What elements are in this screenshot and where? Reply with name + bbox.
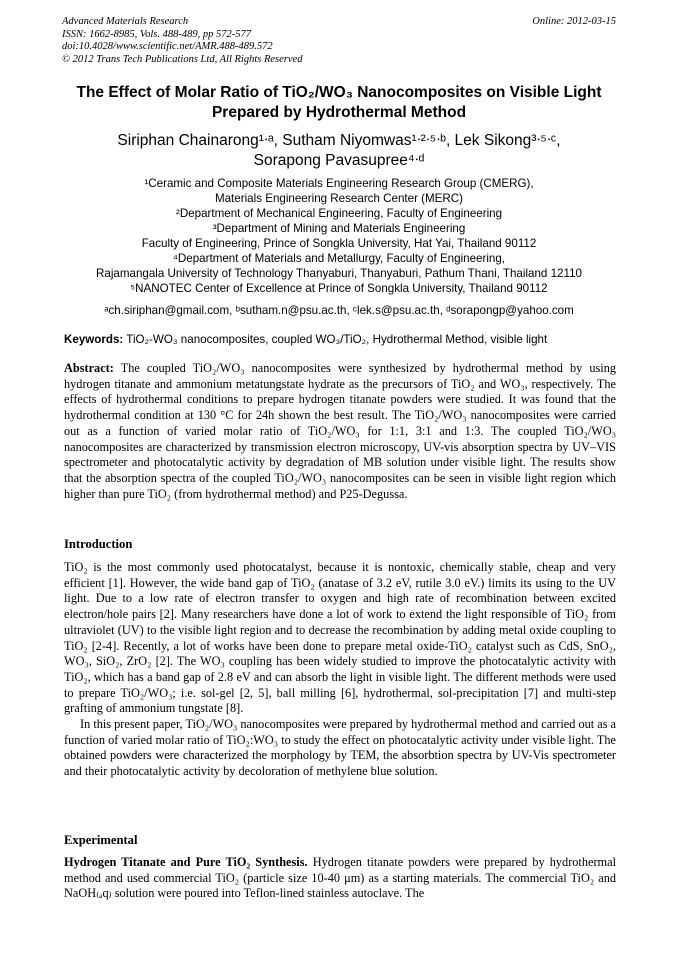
journal-header bbox=[62, 16, 616, 66]
introduction-body bbox=[64, 560, 616, 780]
keywords-text: TiO₂-WO₃ nanocomposites, coupled WO₃/TiO₂, Hydrothermal Method, visible light bbox=[123, 333, 548, 346]
title-line-1: The Effect of Molar Ratio of TiO₂/WO₃ Nanocomposites on Visible Light bbox=[76, 84, 602, 101]
issn-line: ISSN: 1662-8985, Vols. 488-489, pp 572-577 bbox=[62, 28, 251, 40]
keywords bbox=[64, 332, 616, 347]
authors-line-1: Siriphan Chainarong¹ᐧᵃ, Sutham Niyomwas¹ᐧ²ᐧ⁵ᐧᵇ, Lek Sikong³ᐧ⁵ᐧᶜ, bbox=[117, 132, 561, 149]
affiliation-line: Faculty of Engineering, Prince of Songkla University, Hat Yai, Thailand 90112 bbox=[141, 237, 537, 250]
abstract-label: Abstract: bbox=[64, 361, 114, 375]
online-date: Online: 2012-03-15 bbox=[532, 16, 616, 27]
affiliation-line: ³Department of Mining and Materials Engineering bbox=[212, 222, 466, 235]
affiliation-line: ⁵NANOTEC Center of Excellence at Prince of Songkla University, Thailand 90112 bbox=[130, 282, 548, 295]
abstract-text: The coupled TiO₂/WO₃ nanocomposites were synthesized by hydrothermal method by using hydrogen titanate and ammonium metatungstate hydrate as the precursors of TiO₂ and WO₃, respectively. The effects of hydrothermal conditions to prepare hydrogen titanate powders were studied. It was found that the hydrothermal condition at 130 °C for 24h shown the best result. The TiO₂/WO₃ nanocomposites were carried out as a function of varied molar ratio of TiO₂/WO₃ for 1:1, 3:1 and 1:3. The coupled TiO₂/WO₃ nanocomposites are characterized by transmission electron microscopy, UV-vis absorption spectra by UV–VIS spectrometer and photocatalytic activity by degradation of MB solution under visible light. The results show that the absorption spectra of the coupled TiO₂/WO₃ nanocomposites can be seen in visible light region which higher than pure TiO₂ (from hydrothermal method) and P25-Degussa. bbox=[64, 361, 616, 501]
experimental-subheading: Hydrogen Titanate and Pure TiO₂ Synthesis. bbox=[64, 855, 308, 869]
title-line-2: Prepared by Hydrothermal Method bbox=[211, 103, 467, 121]
affiliation-line: Materials Engineering Research Center (MERC) bbox=[214, 192, 464, 205]
affiliation-line: ²Department of Mechanical Engineering, Faculty of Engineering bbox=[175, 207, 503, 220]
author-list bbox=[50, 131, 628, 170]
affiliations bbox=[40, 176, 638, 296]
experimental-heading: Experimental bbox=[64, 833, 138, 847]
copyright-line: © 2012 Trans Tech Publications Ltd, All Rights Reserved bbox=[62, 53, 303, 65]
experimental-text: Hydrogen titanate powders were prepared by hydrothermal method and used commercial TiO₂ (particle size 10-40 μm) as a starting materials. The commercial TiO₂ and NaOH₍ₐq₎ solution were poured into Teflon-lined stainless autoclave. The bbox=[64, 855, 616, 901]
doi-line[interactable]: doi:10.4028/www.scientific.net/AMR.488-489.572 bbox=[62, 41, 273, 52]
experimental-body bbox=[64, 855, 616, 902]
authors-line-2: Sorapong Pavasupree⁴ᐧᵈ bbox=[253, 151, 425, 169]
affiliation-line: Rajamangala University of Technology Thanyaburi, Thanyaburi, Pathum Thani, Thailand 12110 bbox=[96, 267, 582, 280]
introduction-paragraph-1: TiO₂ is the most commonly used photocatalyst, because it is nontoxic, chemically stable, cheap and very efficient [1]. However, the wide band gap of TiO₂ (anatase of 3.2 eV, rutile 3.0 eV.) limits its using to the UV light. Due to a low rate of electron transfer to oxygen and high rate of recombination between excited electron/hole pairs [2]. Many researchers have done a lot of work to extend the light responsible of TiO₂ from ultraviolet (UV) to the visible light region and to decrease the recombination by adding metal oxide coupling to TiO₂ [2-4]. Recently, a lot of works have been done to prepare metal oxide-TiO₂ catalyst such as CdS, SnO₂, WO₃, SiO₂, ZrO₂ [2]. The WO₃ coupling has been widely studied to improve the photocatalytic activity with TiO₂, which has a band gap of 2.8 eV and can absorb the light in visible light. The different methods were used to prepare TiO₂/WO₃; i.e. sol-gel [2, 5], ball milling [6], hydrothermal, sol-precipitation [7] and multi-step grafting of ammonium tungstate [8]. bbox=[64, 560, 616, 716]
abstract bbox=[64, 361, 616, 502]
keywords-label: Keywords: bbox=[64, 333, 124, 346]
affiliation-line: ⁴Department of Materials and Metallurgy, Faculty of Engineering, bbox=[172, 252, 506, 265]
affiliation-line: ¹Ceramic and Composite Materials Engineering Research Group (CMERG), bbox=[144, 177, 534, 190]
journal-name: Advanced Materials Research bbox=[62, 16, 189, 27]
introduction-paragraph-2: In this present paper, TiO₂/WO₃ nanocomposites were prepared by hydrothermal method and carried out as a function of varied molar ratio of TiO₂:WO₃ to study the effect on photocatalytic activity under visible light. The obtained powders were characterized the morphology by TEM, the absorbtion spectra by UV-Vis spectrometer and their photocatalytic activity by decoloration of methylene blue solution. bbox=[64, 717, 617, 779]
author-emails[interactable]: ᵃch.siriphan@gmail.com, ᵇsutham.n@psu.ac.th, ᶜlek.s@psu.ac.th, ᵈsorapongp@yahoo.com bbox=[104, 304, 574, 317]
paper-title bbox=[50, 83, 628, 122]
introduction-heading: Introduction bbox=[64, 537, 133, 551]
